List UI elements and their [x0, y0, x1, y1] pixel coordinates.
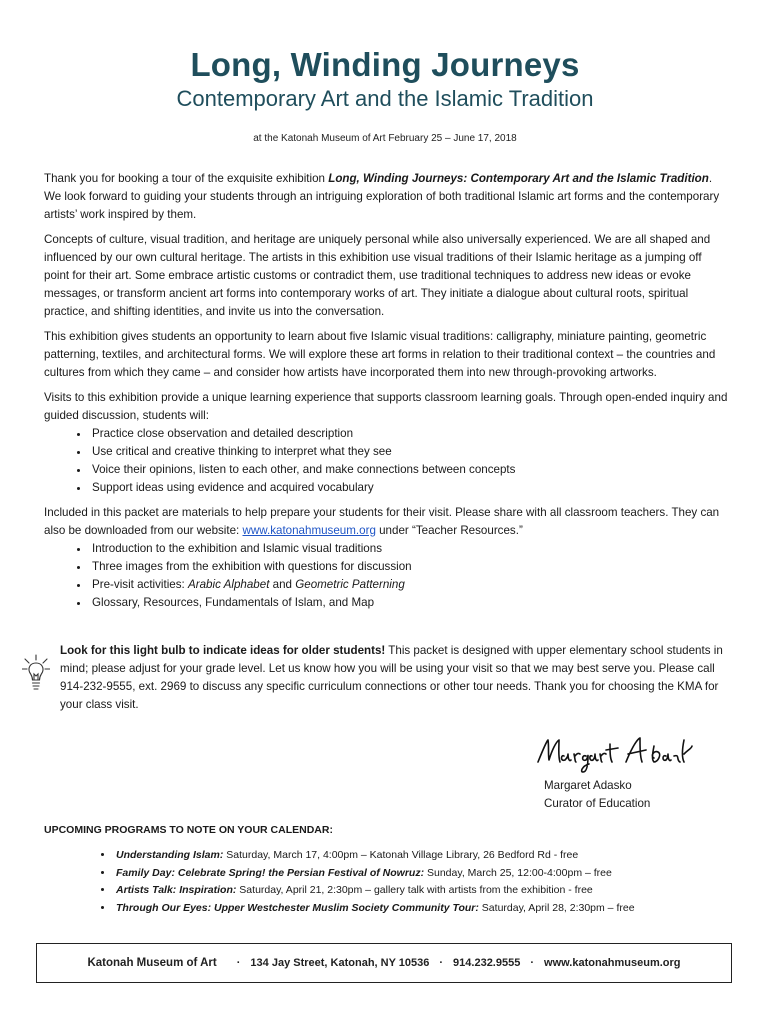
- list-item: • Introduction to the exhibition and Islamic visual traditions: [90, 540, 728, 558]
- list-item: • Glossary, Resources, Fundamentals of Islam, and Map: [90, 594, 728, 612]
- exhibition-dates: at the Katonah Museum of Art February 25 – June 17, 2018: [253, 133, 517, 144]
- signatory: [544, 777, 650, 813]
- footer-museum-name: Katonah Museum of Art: [87, 957, 217, 969]
- footer-website[interactable]: www.katonahmuseum.org: [544, 957, 681, 969]
- packet-contents-list: [44, 540, 728, 612]
- older-students-tip: Look for this light bulb to indicate ideas for older students! This packet is designed with upper elementary school students in mind; please adjust for your grade level. Let us know how you will be using your visit so that we may best serve you. Please call 914-232-9555, ext. 2969 to discuss any specific curriculum connections or other tour needs. Thank you for choosing the KMA for your class visit.: [60, 644, 723, 711]
- signatory-title: Curator of Education: [544, 797, 651, 810]
- website-link[interactable]: www.katonahmuseum.org: [242, 524, 376, 537]
- intro-paragraph: Thank you for booking a tour of the exquisite exhibition Long, Winding Journeys: Contemporary Art and the Islamic Tradition. We look forward to guiding your students through an intriguing exploration of both traditional Islamic art forms and the contemporary artists’ work inspired by them.: [44, 172, 720, 221]
- list-item: • Pre-visit activities: Arabic Alphabet and Geometric Patterning: [90, 576, 728, 594]
- document-title: Long, Winding Journeys: [190, 46, 580, 83]
- culture-paragraph: Concepts of culture, visual tradition, and heritage are uniquely personal while also universally experienced. We are all shaped and influenced by our own cultural heritage. The artists in this exhibition use visual traditions of their Islamic heritage as a jumping off point for their art. Some embrace artistic customs or contradict them, use traditional techniques to address new ideas or evoke messages, or transform ancient art forms into contemporary works of art. They initiate a dialogue about cultural roots, spiritual practice, and shifting identities, and invite us into the conversation.: [44, 233, 711, 318]
- signatory-name: Margaret Adasko: [544, 779, 632, 792]
- tip-heading: Look for this light bulb to indicate ideas for older students!: [60, 644, 386, 657]
- learning-goals-list: [44, 425, 728, 497]
- list-item: • Three images from the exhibition with questions for discussion: [90, 558, 728, 576]
- programs-list: [44, 847, 770, 917]
- list-item: • Voice their opinions, listen to each other, and make connections between concepts: [90, 461, 728, 479]
- list-item: • Use critical and creative thinking to interpret what they see: [90, 443, 728, 461]
- goals-intro-paragraph: Visits to this exhibition provide a unique learning experience that supports classroom learning goals. Through open-ended inquiry and guided discussion, students will:: [44, 391, 728, 422]
- program-item: • Artists Talk: Inspiration: Saturday, April 21, 2:30pm – gallery talk with artists from the exhibition - free: [114, 882, 770, 900]
- document-subtitle: Contemporary Art and the Islamic Tradition: [176, 86, 594, 111]
- letter-body: [44, 170, 728, 619]
- list-item: • Support ideas using evidence and acquired vocabulary: [90, 479, 728, 497]
- handwritten-signature: [534, 732, 694, 776]
- light-bulb-icon: [22, 654, 50, 694]
- contact-footer: [36, 943, 732, 983]
- list-item: • Practice close observation and detailed description: [90, 425, 728, 443]
- program-item: • Through Our Eyes: Upper Westchester Muslim Society Community Tour: Saturday, April 28, 2:30pm – free: [114, 900, 770, 918]
- footer-separator: ·: [530, 957, 535, 969]
- footer-phone: 914.232.9555: [453, 957, 521, 969]
- footer-address: 134 Jay Street, Katonah, NY 10536: [250, 957, 430, 969]
- footer-separator: ·: [439, 957, 444, 969]
- exhibition-name: Long, Winding Journeys: Contemporary Art and the Islamic Tradition: [328, 172, 709, 185]
- program-item: • Family Day: Celebrate Spring! the Persian Festival of Nowruz: Sunday, March 25, 12:00-4:00pm – free: [114, 865, 770, 883]
- packet-paragraph: Included in this packet are materials to help prepare your students for their visit. Please share with all classroom teachers. They can also be downloaded from our website: www.katonahmuseum.org under “Teacher Resources.”: [44, 506, 720, 537]
- programs-heading: UPCOMING PROGRAMS TO NOTE ON YOUR CALENDAR:: [44, 824, 333, 836]
- program-item: • Understanding Islam: Saturday, March 17, 4:00pm – Katonah Village Library, 26 Bedford Rd - free: [114, 847, 770, 865]
- footer-separator: ·: [236, 957, 241, 969]
- traditions-paragraph: This exhibition gives students an opportunity to learn about five Islamic visual traditions: calligraphy, miniature painting, geometric patterning, textiles, and architectural forms. We will explore these art forms in relation to their traditional context – the countries and cultures from which they came – and consider how artists have incorporated them into new through-provoking artworks.: [44, 330, 716, 379]
